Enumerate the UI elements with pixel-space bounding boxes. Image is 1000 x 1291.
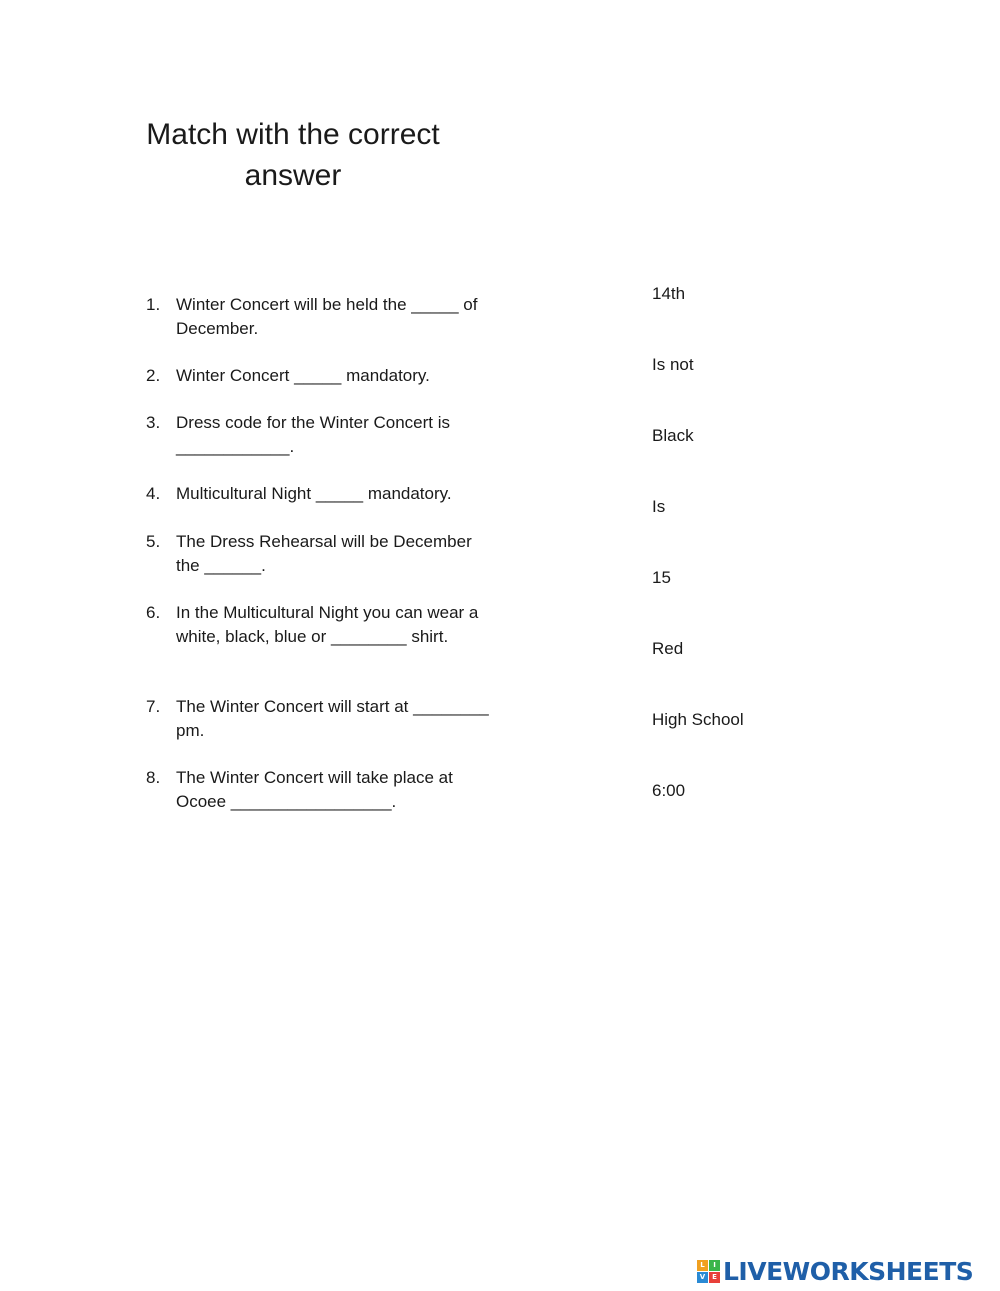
- title-line-2: answer: [244, 159, 342, 192]
- question-text: Multicultural Night _____ mandatory.: [176, 484, 452, 503]
- question-number: 2.: [146, 366, 161, 385]
- answer-option[interactable]: 15: [652, 568, 671, 587]
- question-number: 8.: [146, 768, 161, 787]
- question-text: The Dress Rehearsal will be December the ______.: [176, 532, 472, 575]
- answer-option[interactable]: 14th: [652, 284, 686, 303]
- answer-option[interactable]: Red: [652, 639, 684, 658]
- answer-option[interactable]: Black: [652, 426, 694, 445]
- question-number: 4.: [146, 484, 161, 503]
- question-text: Dress code for the Winter Concert is ____________.: [176, 413, 450, 456]
- question-text: The Winter Concert will start at ________ pm.: [176, 697, 489, 740]
- answer-option[interactable]: Is not: [652, 355, 694, 374]
- answer-option[interactable]: High School: [652, 710, 744, 729]
- title-line-1: Match with the correct: [146, 118, 440, 151]
- worksheet-title: [118, 114, 468, 196]
- question-text: Winter Concert _____ mandatory.: [176, 366, 430, 385]
- liveworksheets-logo: [697, 1255, 973, 1287]
- question-number: 7.: [146, 697, 161, 716]
- question-number: 3.: [146, 413, 161, 432]
- logo-mark-icon: [697, 1260, 720, 1283]
- answer-option[interactable]: 6:00: [652, 781, 686, 800]
- question-text: The Winter Concert will take place at Ocoee _________________.: [176, 768, 453, 811]
- logo-mark-letter: V: [697, 1272, 708, 1283]
- question-text: Winter Concert will be held the _____ of December.: [176, 295, 478, 338]
- question-number: 6.: [146, 603, 161, 622]
- question-number: 1.: [146, 295, 161, 314]
- question-number: 5.: [146, 532, 161, 551]
- question-text: In the Multicultural Night you can wear a white, black, blue or ________ shirt.: [176, 603, 479, 646]
- logo-mark-letter: I: [709, 1260, 720, 1271]
- logo-text: LIVEWORKSHEETS: [723, 1256, 974, 1286]
- answer-option[interactable]: Is: [652, 497, 666, 516]
- logo-mark-letter: L: [697, 1260, 708, 1271]
- logo-mark-letter: E: [709, 1272, 720, 1283]
